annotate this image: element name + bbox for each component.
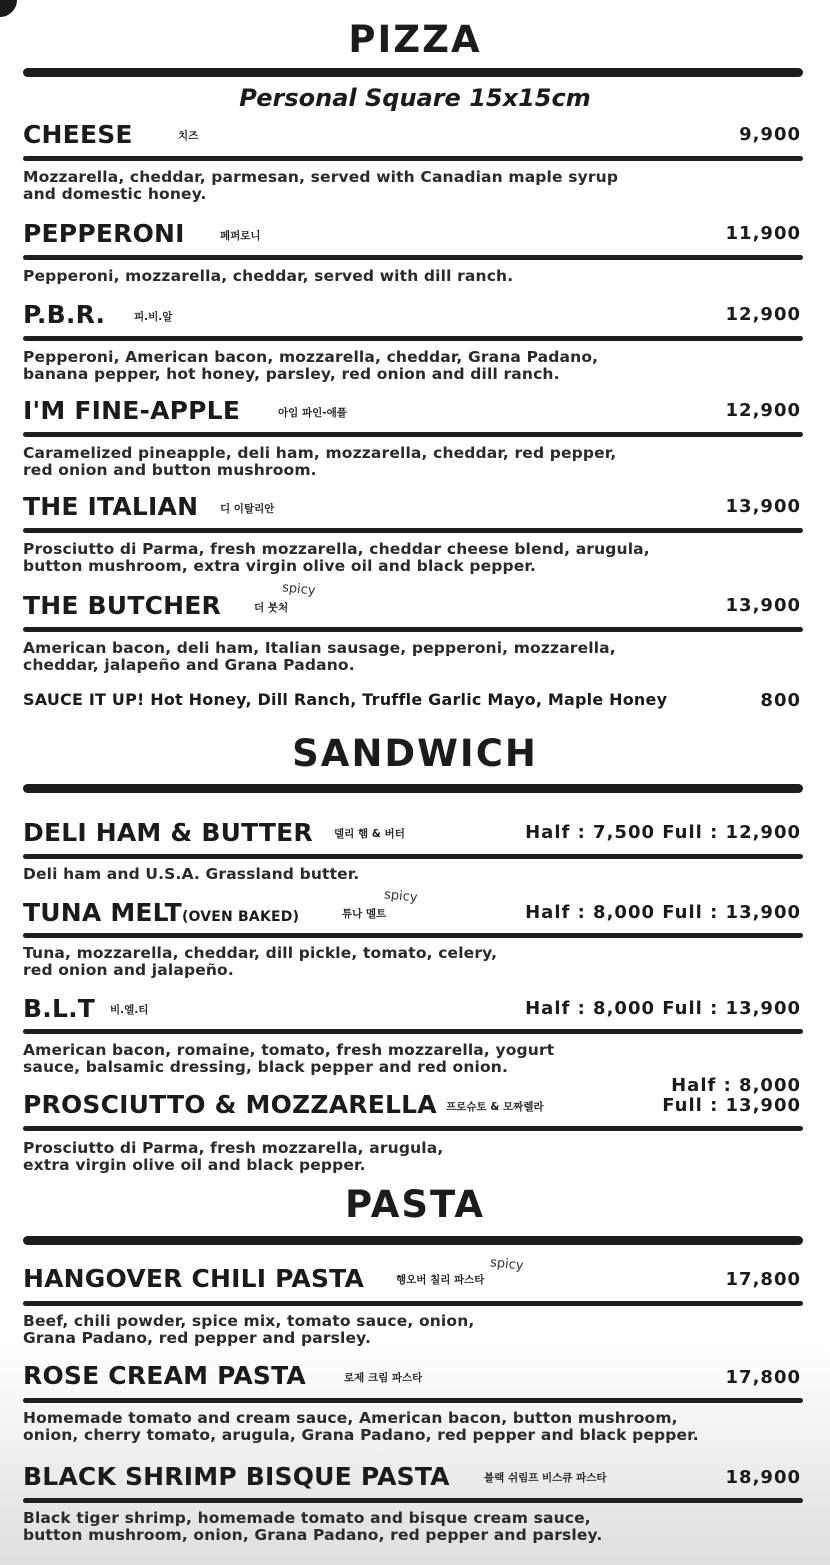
item-price: 9,900 [739, 124, 801, 145]
item-price: Half : 8,000 Full : 13,900 [525, 998, 801, 1019]
item-description: Mozzarella, cheddar, parmesan, served with Canadian maple syrup [23, 168, 619, 186]
item-name: B.L.T [23, 994, 96, 1023]
item-korean-name: 아임 파인-애플 [278, 407, 347, 419]
item-name: DELI HAM & BUTTER [23, 818, 313, 847]
item-description: button mushroom, onion, Grana Padano, red pepper and parsley. [23, 1526, 603, 1544]
item-korean-name: 튜나 멜트 [342, 908, 387, 920]
section-title-pizza: PIZZA [348, 18, 482, 61]
item-description: onion, cherry tomato, arugula, Grana Padano, red pepper and black pepper. [23, 1426, 699, 1444]
item-description: Beef, chili powder, spice mix, tomato sauce, onion, [23, 1312, 475, 1330]
item-description: Deli ham and U.S.A. Grassland butter. [23, 865, 360, 883]
item-description: Black tiger shrimp, homemade tomato and bisque cream sauce, [23, 1509, 591, 1527]
item-name [23, 900, 299, 925]
item-rule [23, 1301, 803, 1306]
section-bar [23, 784, 803, 793]
item-korean-name: 프로슈토 & 모짜렐라 [446, 1101, 544, 1113]
item-name: CHEESE [23, 120, 133, 149]
item-price: 13,900 [725, 496, 801, 517]
item-price: 12,900 [725, 400, 801, 421]
spicy-label: spicy [281, 580, 317, 599]
item-rule [23, 432, 803, 437]
item-description: red onion and jalapeño. [23, 961, 234, 979]
item-rule [23, 156, 803, 161]
item-korean-name: 행오버 칠리 파스타 [396, 1274, 485, 1286]
item-description: Prosciutto di Parma, fresh mozzarella, cheddar cheese blend, arugula, [23, 540, 650, 558]
item-description: Homemade tomato and cream sauce, American bacon, button mushroom, [23, 1409, 678, 1427]
item-korean-name: 더 붓처 [254, 602, 289, 614]
item-price: 17,800 [725, 1367, 801, 1388]
pizza-subtitle: Personal Square 15x15cm [239, 84, 591, 112]
item-price: Half : 8,000 Full : 13,900 [525, 902, 801, 923]
item-korean-name: 치즈 [178, 130, 199, 142]
item-description: extra virgin olive oil and black pepper. [23, 1156, 366, 1174]
item-name: THE ITALIAN [23, 492, 199, 521]
item-rule [23, 255, 803, 260]
item-price-full: Full : 13,900 [662, 1095, 801, 1116]
item-description: sauce, balsamic dressing, black pepper and red onion. [23, 1058, 508, 1076]
item-rule [23, 336, 803, 341]
item-name: BLACK SHRIMP BISQUE PASTA [23, 1462, 450, 1491]
spicy-label: spicy [383, 887, 419, 906]
corner-shape [0, 0, 17, 17]
item-name: ROSE CREAM PASTA [23, 1361, 306, 1390]
item-description: Tuna, mozzarella, cheddar, dill pickle, tomato, celery, [23, 944, 498, 962]
item-description: Caramelized pineapple, deli ham, mozzarella, cheddar, red pepper, [23, 444, 617, 462]
item-rule [23, 1398, 803, 1403]
item-note: (OVEN BAKED) [181, 909, 300, 925]
sauce-line: SAUCE IT UP! Hot Honey, Dill Ranch, Truffle Garlic Mayo, Maple Honey [23, 690, 668, 709]
item-name: P.B.R. [23, 300, 106, 329]
item-description: Pepperoni, mozzarella, cheddar, served with dill ranch. [23, 267, 514, 285]
item-price-half: Half : 8,000 [671, 1075, 801, 1096]
item-rule [23, 1126, 803, 1131]
item-price: Half : 7,500 Full : 12,900 [525, 822, 801, 843]
item-korean-name: 블랙 쉬림프 비스큐 파스타 [484, 1472, 607, 1484]
item-korean-name: 로제 크림 파스타 [344, 1372, 423, 1384]
item-price: 11,900 [725, 223, 801, 244]
item-description: American bacon, deli ham, Italian sausage, pepperoni, mozzarella, [23, 639, 616, 657]
item-description: banana pepper, hot honey, parsley, red onion and dill ranch. [23, 365, 560, 383]
item-name: I'M FINE-APPLE [23, 396, 241, 425]
item-description: button mushroom, extra virgin olive oil and black pepper. [23, 557, 537, 575]
item-rule [23, 1498, 803, 1503]
section-title-sandwich: SANDWICH [292, 732, 538, 775]
item-korean-name: 델리 햄 & 버터 [334, 828, 405, 840]
item-name-text: TUNA MELT [23, 898, 182, 927]
item-korean-name: 피.비.알 [134, 311, 173, 323]
item-description: Prosciutto di Parma, fresh mozzarella, arugula, [23, 1139, 444, 1157]
spicy-label: spicy [489, 1255, 525, 1274]
item-name: THE BUTCHER [23, 591, 221, 620]
item-price: 18,900 [725, 1467, 801, 1488]
sauce-price: 800 [760, 690, 801, 711]
item-rule [23, 854, 803, 859]
item-korean-name: 비.엘.티 [110, 1004, 149, 1016]
item-name: PEPPERONI [23, 219, 185, 248]
item-price: 12,900 [725, 304, 801, 325]
item-price: 17,800 [725, 1269, 801, 1290]
item-rule [23, 627, 803, 632]
item-description: red onion and button mushroom. [23, 461, 317, 479]
item-description: cheddar, jalapeño and Grana Padano. [23, 656, 355, 674]
item-description: and domestic honey. [23, 185, 207, 203]
item-description: American bacon, romaine, tomato, fresh mozzarella, yogurt [23, 1041, 555, 1059]
item-name: HANGOVER CHILI PASTA [23, 1264, 365, 1293]
item-korean-name: 디 이탈리안 [220, 503, 275, 515]
item-name: PROSCIUTTO & MOZZARELLA [23, 1090, 437, 1119]
item-price: 13,900 [725, 595, 801, 616]
item-korean-name: 페퍼로니 [220, 230, 261, 242]
section-bar [23, 1236, 803, 1245]
item-rule [23, 933, 803, 938]
item-rule [23, 528, 803, 533]
item-description: Grana Padano, red pepper and parsley. [23, 1329, 371, 1347]
item-rule [23, 1029, 803, 1034]
item-description: Pepperoni, American bacon, mozzarella, cheddar, Grana Padano, [23, 348, 599, 366]
section-bar [23, 68, 803, 77]
section-title-pasta: PASTA [344, 1183, 485, 1226]
